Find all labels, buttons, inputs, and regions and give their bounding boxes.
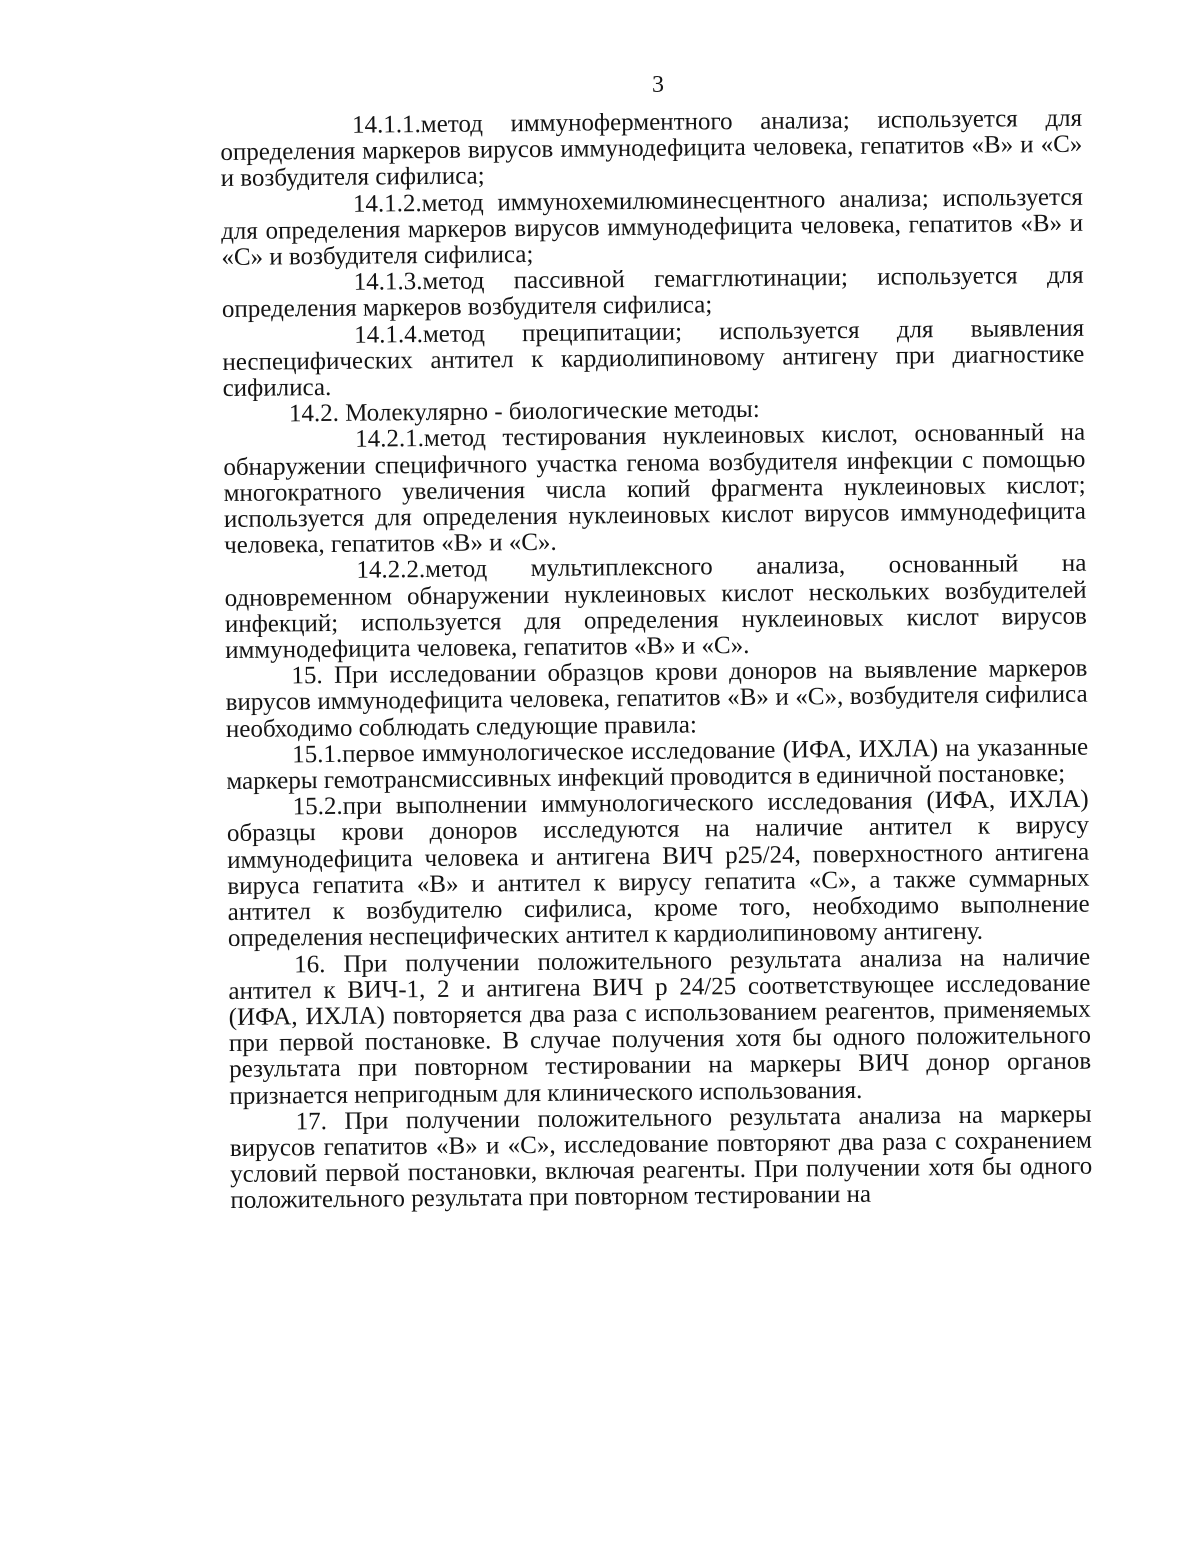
paragraph-text: метод иммунохемилюминесцентного анализа; используется для определения маркеров вирусов иммунодефицита человека, гепатитов «В» и «С» и возбудителя сифилиса; bbox=[220, 183, 1084, 272]
paragraph-text: 15.1.первое иммунологическое исследование (ИФА, ИХЛА) на указанные маркеры гемотрансмиссивных инфекций проводится в единичной постановке; bbox=[226, 733, 1089, 796]
paragraph-15-1 bbox=[226, 735, 1088, 796]
paragraph-text: 14.2. Молекулярно - биологические методы: bbox=[288, 396, 760, 428]
paragraph-14-1-3 bbox=[222, 263, 1084, 324]
paragraph-number: 14.2.1. bbox=[355, 425, 425, 454]
paragraph-number: 14.1.1. bbox=[351, 111, 421, 139]
document-body bbox=[220, 106, 1093, 1215]
paragraph-number: 14.1.3. bbox=[353, 268, 423, 296]
paragraph-15-2 bbox=[227, 787, 1090, 952]
paragraph-text: 17. При получении положительного результата анализа на маркеры вирусов гепатитов «В» и «С», исследование повторяют два раза с сохранением условий первой постановки, включая реагенты. При получении хотя бы одного положительного результата при повторном тестировании на bbox=[229, 1100, 1093, 1215]
paragraph-text: метод мультиплексного анализа, основанный на одновременном обнаружении нуклеиновых кислот нескольких возбудителей инфекций; используется для определения нуклеиновых кислот вирусов иммунодефицита человека, гепатитов «В» и «С». bbox=[224, 550, 1087, 665]
paragraph-15 bbox=[225, 656, 1088, 743]
paragraph-14-2-1 bbox=[223, 420, 1086, 559]
paragraph-14-1-2 bbox=[221, 184, 1084, 271]
paragraph-number: 14.1.2. bbox=[352, 189, 422, 218]
paragraph-14-1-4 bbox=[222, 315, 1085, 402]
paragraph-text: метод пассивной гемагглютинации; используется для определения маркеров возбудителя сифилиса; bbox=[221, 261, 1084, 324]
paragraph-text: метод иммуноферментного анализа; используется для определения маркеров вирусов иммунодефицита человека, гепатитов «В» и «С» и возбудителя сифилиса; bbox=[220, 104, 1083, 193]
paragraph-text: метод преципитации; используется для выявления неспецифических антител к кардиолипиновому антигену при диагностике сифилиса. bbox=[222, 314, 1085, 403]
paragraph-text: 15.2.при выполнении иммунологического исследования (ИФА, ИХЛА) образцы крови доноров исследуются на наличие антител к вирусу иммунодефицита человека и антигена ВИЧ р25/24, поверхностного антигена вируса гепатита «В» и антител к вирусу гепатита «С», а также суммарных антител к возбудителю сифилиса, кроме того, необходимо выполнение определения неспецифических антител к кардиолипиновому антигену. bbox=[226, 785, 1090, 953]
paragraph-14-1-1 bbox=[220, 106, 1083, 193]
paragraph-number: 14.2.2. bbox=[356, 556, 426, 585]
page-number: 3 bbox=[652, 72, 664, 98]
paragraph-14-2-2 bbox=[224, 551, 1087, 664]
paragraph-number: 14.1.4. bbox=[353, 320, 424, 349]
paragraph-text: метод тестирования нуклеиновых кислот, основанный на обнаружении специфичного участка генома возбудителя инфекции с помощью многократного увеличения числа копий фрагмента нуклеиновых кислот; используется для определения нуклеиновых кислот вирусов иммунодефицита человека, гепатитов «В» и «С». bbox=[223, 419, 1086, 560]
paragraph-17 bbox=[230, 1101, 1093, 1214]
paragraph-16 bbox=[228, 944, 1091, 1109]
paragraph-text: 16. При получении положительного результата анализа на наличие антител к ВИЧ-1, 2 и антигена ВИЧ р 24/25 соответствующее исследование (ИФА, ИХЛА) повторяется два раза с использованием реагентов, применяемых при первой постановке. В случае получения хотя бы одного положительного результата при повторном тестировании на маркеры ВИЧ донор органов признается непригодным для клинического использования. bbox=[228, 943, 1092, 1110]
paragraph-text: 15. При исследовании образцов крови доноров на выявление маркеров вирусов иммунодефицита человека, гепатитов «В» и «С», возбудителя сифилиса необходимо соблюдать следующие правила: bbox=[225, 654, 1088, 743]
